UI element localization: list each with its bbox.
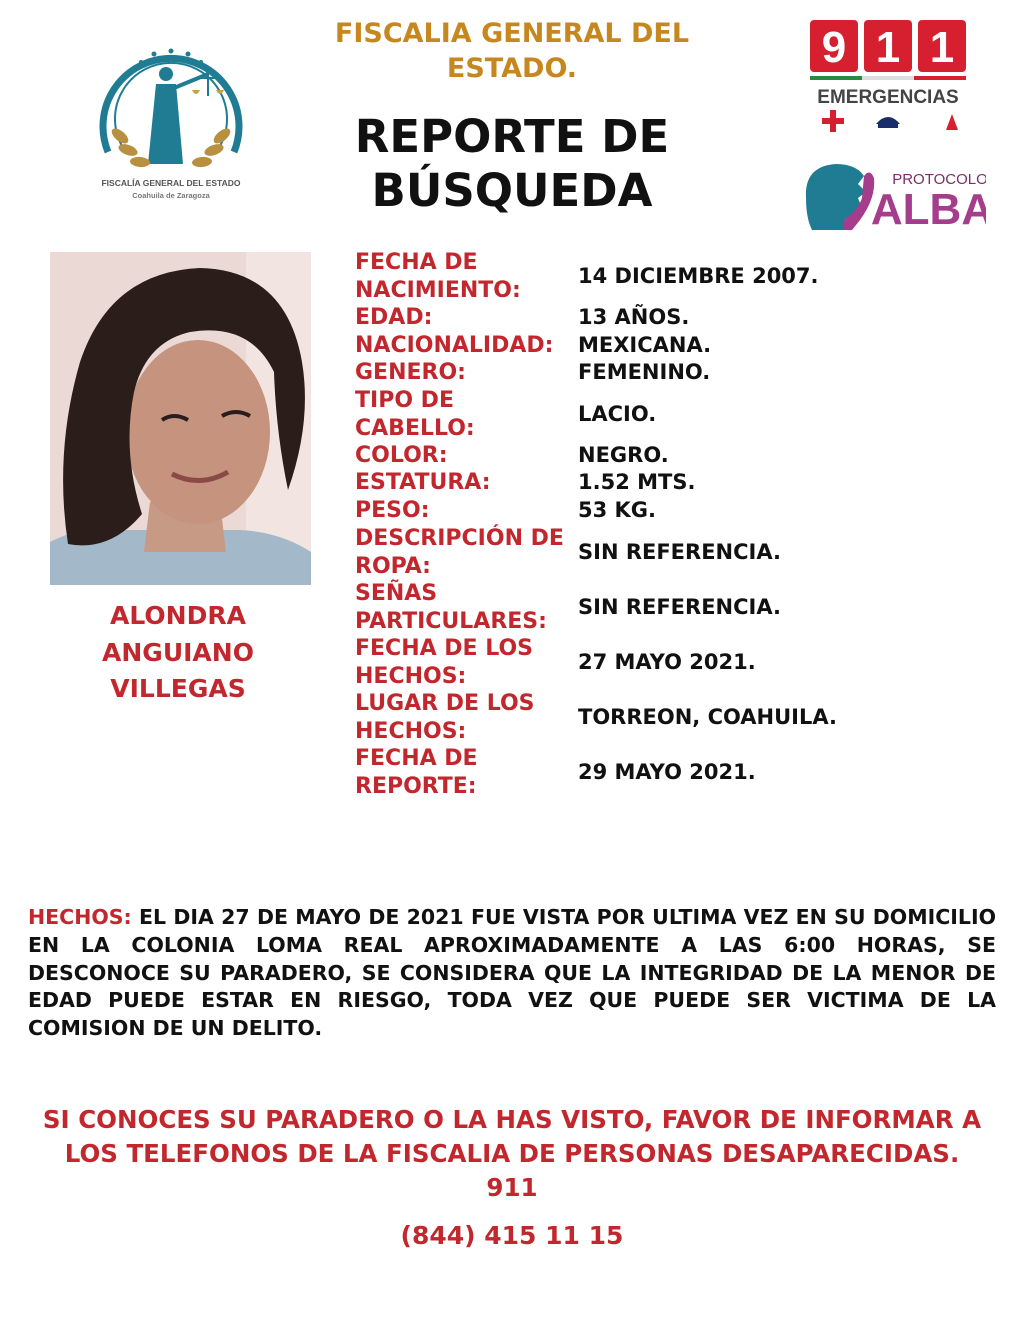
svg-text:EMERGENCIAS: EMERGENCIAS — [817, 87, 959, 108]
label-incident-place: LUGAR DE LOS HECHOS: — [355, 691, 535, 744]
label-gender: GENERO: — [355, 360, 466, 385]
facts-label: HECHOS: — [28, 905, 132, 929]
value-birth-date: 14 DICIEMBRE 2007. — [578, 264, 819, 288]
person-name: ALONDRA ANGUIANO VILLEGAS — [102, 601, 254, 703]
emergency-number: 911 — [486, 1173, 538, 1202]
portrait-image — [50, 252, 311, 585]
svg-text:PROTOCOLO: PROTOCOLO — [892, 171, 986, 188]
value-age: 13 AÑOS. — [578, 305, 690, 329]
value-hair-type: LACIO. — [578, 402, 657, 426]
label-birth-date: FECHA DE NACIMIENTO: — [355, 250, 521, 303]
label-distinguishing-marks: SEÑAS PARTICULARES: — [355, 581, 547, 634]
missing-person-photo — [50, 252, 311, 585]
svg-text:ALBA: ALBA — [870, 185, 986, 234]
svg-text:9: 9 — [821, 23, 847, 72]
value-height: 1.52 MTS. — [578, 470, 696, 494]
emergency-911-logo — [806, 18, 972, 144]
value-clothing: SIN REFERENCIA. — [578, 540, 781, 564]
svg-text:1: 1 — [929, 23, 955, 72]
facts-text: EL DIA 27 DE MAYO DE 2021 FUE VISTA POR ULTIMA VEZ EN SU DOMICILIO EN LA COLONIA LOMA REAL APROXIMADAMENTE A LAS 6:00 HORAS, SE DESCONOCE SU PARADERO, SE CONSIDERA QUE LA INTEGRIDAD DE LA MENOR DE EDAD PUEDE ESTAR EN RIESGO, TODA VEZ QUE PUEDE SER VICTIMA DE LA COMISION DE UN DELITO. — [28, 905, 997, 1041]
value-report-date: 29 MAYO 2021. — [578, 760, 756, 784]
label-height: ESTATURA: — [355, 470, 491, 495]
alba-profile-icon — [800, 158, 986, 234]
value-incident-place: TORREON, COAHUILA. — [578, 705, 837, 729]
phone-number: (844) 415 11 15 — [400, 1221, 624, 1250]
label-report-date: FECHA DE REPORTE: — [355, 746, 478, 799]
justice-seal-icon — [86, 24, 256, 214]
value-incident-date: 27 MAYO 2021. — [578, 650, 756, 674]
value-weight: 53 KG. — [578, 498, 657, 522]
contact-section — [30, 1103, 994, 1205]
svg-text:FISCALÍA GENERAL DEL ESTADO: FISCALÍA GENERAL DEL ESTADO — [101, 178, 241, 188]
emergency-911-icon — [806, 18, 972, 144]
label-color: COLOR: — [355, 443, 448, 468]
label-age: EDAD: — [355, 305, 433, 330]
contact-message: SI CONOCES SU PARADERO O LA HAS VISTO, FAVOR DE INFORMAR A LOS TELEFONOS DE LA FISCALIA DE PERSONAS DESAPARECIDAS. — [42, 1105, 982, 1168]
value-color: NEGRO. — [578, 443, 669, 467]
label-incident-date: FECHA DE LOS HECHOS: — [355, 636, 534, 689]
label-clothing: DESCRIPCIÓN DE ROPA: — [355, 526, 564, 579]
svg-text:1: 1 — [875, 23, 901, 72]
label-nationality: NACIONALIDAD: — [355, 333, 554, 358]
svg-text:Coahuila de Zaragoza: Coahuila de Zaragoza — [132, 191, 210, 200]
protocolo-alba-logo — [800, 158, 986, 234]
facts-paragraph — [28, 904, 996, 1043]
label-weight: PESO: — [355, 498, 430, 523]
fiscalia-logo — [86, 24, 256, 214]
value-nationality: MEXICANA. — [578, 333, 712, 357]
page-title: REPORTE DE BÚSQUEDA — [354, 110, 670, 217]
agency-name: FISCALIA GENERAL DEL ESTADO. — [334, 18, 690, 84]
label-hair-type: TIPO DE CABELLO: — [355, 388, 475, 441]
value-distinguishing-marks: SIN REFERENCIA. — [578, 595, 781, 619]
value-gender: FEMENINO. — [578, 360, 711, 384]
